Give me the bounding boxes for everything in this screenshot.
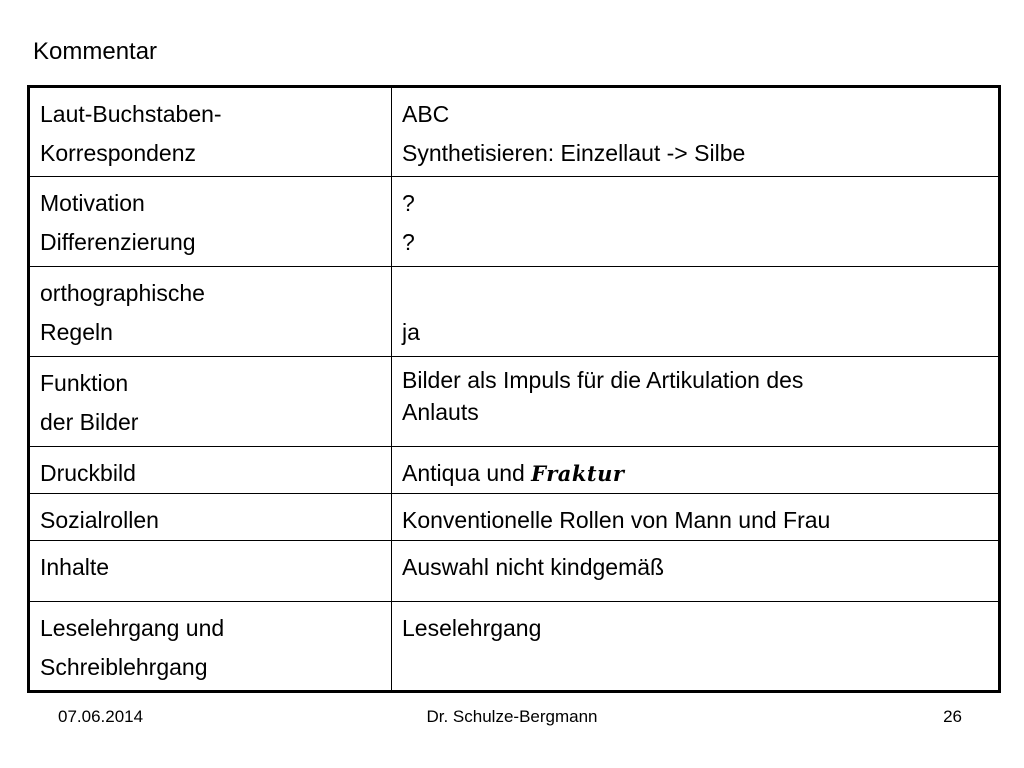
table-cell-label	[29, 177, 392, 267]
cell-line: Anlauts	[402, 399, 479, 425]
cell-line: ?	[402, 229, 415, 255]
table-cell-value	[392, 494, 1000, 541]
cell-line	[402, 274, 988, 313]
page-number: 26	[943, 707, 962, 726]
table-row	[29, 87, 1000, 177]
cell-line: Konventionelle Rollen von Mann und Frau	[402, 507, 831, 533]
table-cell-value	[392, 602, 1000, 692]
cell-line: ?	[402, 190, 415, 216]
cell-line: der Bilder	[40, 409, 139, 435]
slide-title: Kommentar	[33, 38, 158, 65]
cell-line: Motivation	[40, 190, 145, 216]
cell-line: Druckbild	[40, 460, 136, 486]
footer-author: Dr. Schulze-Bergmann	[426, 707, 598, 726]
cell-line: ABC	[402, 101, 450, 127]
table-cell-label	[29, 267, 392, 357]
table-cell-value	[392, 87, 1000, 177]
cell-line: Inhalte	[40, 554, 110, 580]
comment-table-container	[27, 85, 1001, 693]
fraktur-text: Fraktur	[531, 461, 625, 486]
table-row	[29, 267, 1000, 357]
cell-line	[402, 454, 988, 493]
table-cell-label	[29, 602, 392, 692]
cell-line: Leselehrgang und	[40, 615, 225, 641]
cell-line: Regeln	[40, 319, 113, 345]
cell-line: ja	[402, 319, 420, 345]
table-row	[29, 177, 1000, 267]
table-row	[29, 602, 1000, 692]
table-cell-value	[392, 177, 1000, 267]
table-cell-value	[392, 357, 1000, 447]
cell-line: orthographische	[40, 280, 205, 306]
table-row	[29, 357, 1000, 447]
comment-table	[27, 85, 1001, 693]
cell-line: Auswahl nicht kindgemäß	[402, 554, 665, 580]
cell-line: Korrespondenz	[40, 140, 196, 166]
table-cell-label	[29, 541, 392, 602]
cell-line: Leselehrgang	[402, 615, 542, 641]
footer-date: 07.06.2014	[58, 707, 144, 726]
table-cell-label	[29, 494, 392, 541]
table-row	[29, 494, 1000, 541]
cell-line: Bilder als Impuls für die Artikulation des	[402, 367, 804, 393]
cell-line: Schreiblehrgang	[40, 654, 208, 680]
antiqua-text: Antiqua und	[402, 460, 532, 486]
cell-line: Differenzierung	[40, 229, 196, 255]
table-cell-value	[392, 541, 1000, 602]
cell-line: Funktion	[40, 370, 129, 396]
cell-line: Sozialrollen	[40, 507, 159, 533]
cell-line: Laut-Buchstaben-	[40, 101, 222, 127]
table-row	[29, 447, 1000, 494]
cell-line: Synthetisieren: Einzellaut -> Silbe	[402, 140, 746, 166]
table-cell-label	[29, 447, 392, 494]
table-cell-value	[392, 447, 1000, 494]
table-row	[29, 541, 1000, 602]
table-cell-value	[392, 267, 1000, 357]
table-cell-label	[29, 87, 392, 177]
table-cell-label	[29, 357, 392, 447]
